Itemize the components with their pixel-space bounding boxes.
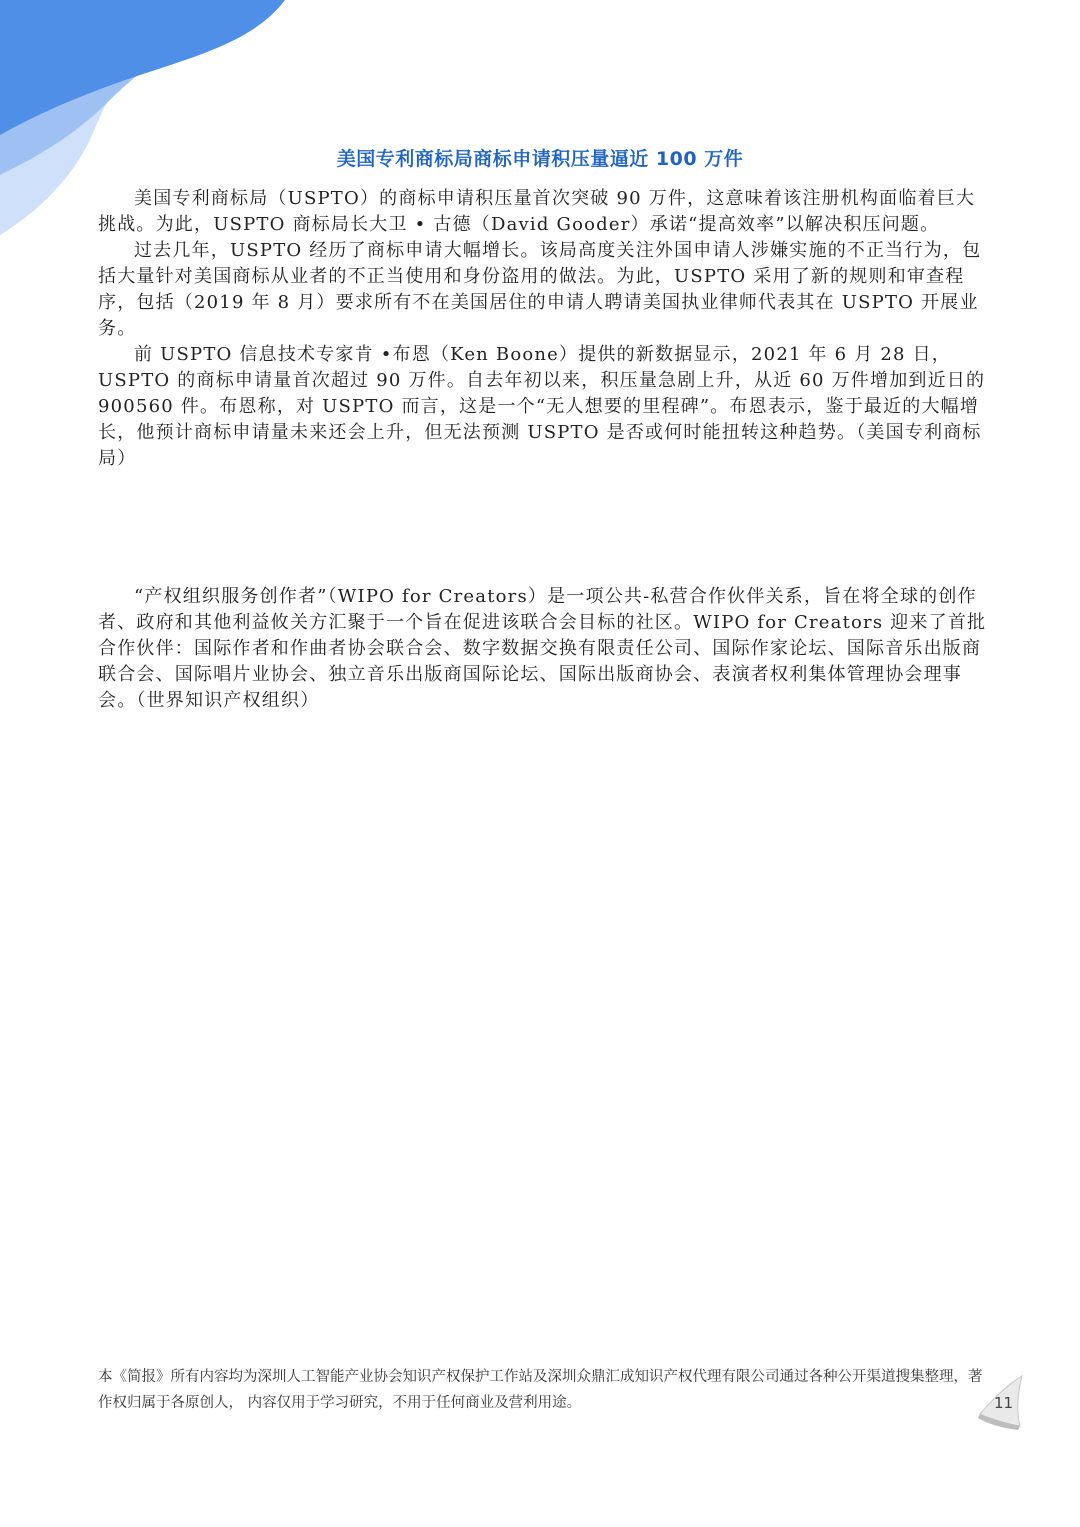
article-2-body bbox=[98, 584, 988, 714]
article-1-paragraph: 过去几年，USPTO 经历了商标申请大幅增长。该局高度关注外国申请人涉嫌实施的不正当行为，包括大量针对美国商标从业者的不正当使用和身份盗用的做法。为此，USPTO 采用了新的规则和审查程序，包括（2019 年 8 月）要求所有不在美国居住的申请人聘请美国执业律师代表其在 USPTO 开展业务。 bbox=[98, 240, 982, 339]
page-number: 11 bbox=[994, 1394, 1014, 1412]
article-1-body bbox=[98, 186, 988, 472]
footer-disclaimer: 本《简报》所有内容均为深圳人工智能产业协会知识产权保护工作站及深圳众鼎汇成知识产权代理有限公司通过各种公开渠道搜集整理，著作权归属于各原创人， 内容仅用于学习研究，不用于任何商业及营利用途。 bbox=[98, 1369, 983, 1411]
article-1-paragraph: 前 USPTO 信息技术专家肯 •布恩（Ken Boone）提供的新数据显示，2021 年 6 月 28 日，USPTO 的商标申请量首次超过 90 万件。自去年初以来，积压量急剧上升，从近 60 万件增加到近日的 900560 件。布恩称，对 USPTO 而言，这是一个“无人想要的里程碑”。布恩表示，鉴于最近的大幅增长，他预计商标申请量未来还会上升，但无法预测 USPTO 是否或何时能扭转这种趋势。（美国专利商标局） bbox=[98, 344, 986, 469]
article-2-paragraph: “产权组织服务创作者”（WIPO for Creators）是一项公共-私营合作伙伴关系，旨在将全球的创作者、政府和其他利益攸关方汇聚于一个旨在促进该联合会目标的社区。WIPO for Creators 迎来了首批合作伙伴：国际作者和作曲者协会联合会、数字数据交换有限责任公司、国际作家论坛、国际音乐出版商联合会、国际唱片业协会、独立音乐出版商国际论坛、国际出版商协会、表演者权利集体管理协会理事会。（世界知识产权组织） bbox=[98, 586, 987, 711]
article-title: 美国专利商标局商标申请积压量逼近 100 万件 bbox=[336, 148, 744, 170]
article-1-paragraph: 美国专利商标局（USPTO）的商标申请积压量首次突破 90 万件，这意味着该注册机构面临着巨大挑战。为此，USPTO 商标局长大卫 • 古德（David Gooder）承诺“提高效率”以解决积压问题。 bbox=[98, 188, 976, 235]
